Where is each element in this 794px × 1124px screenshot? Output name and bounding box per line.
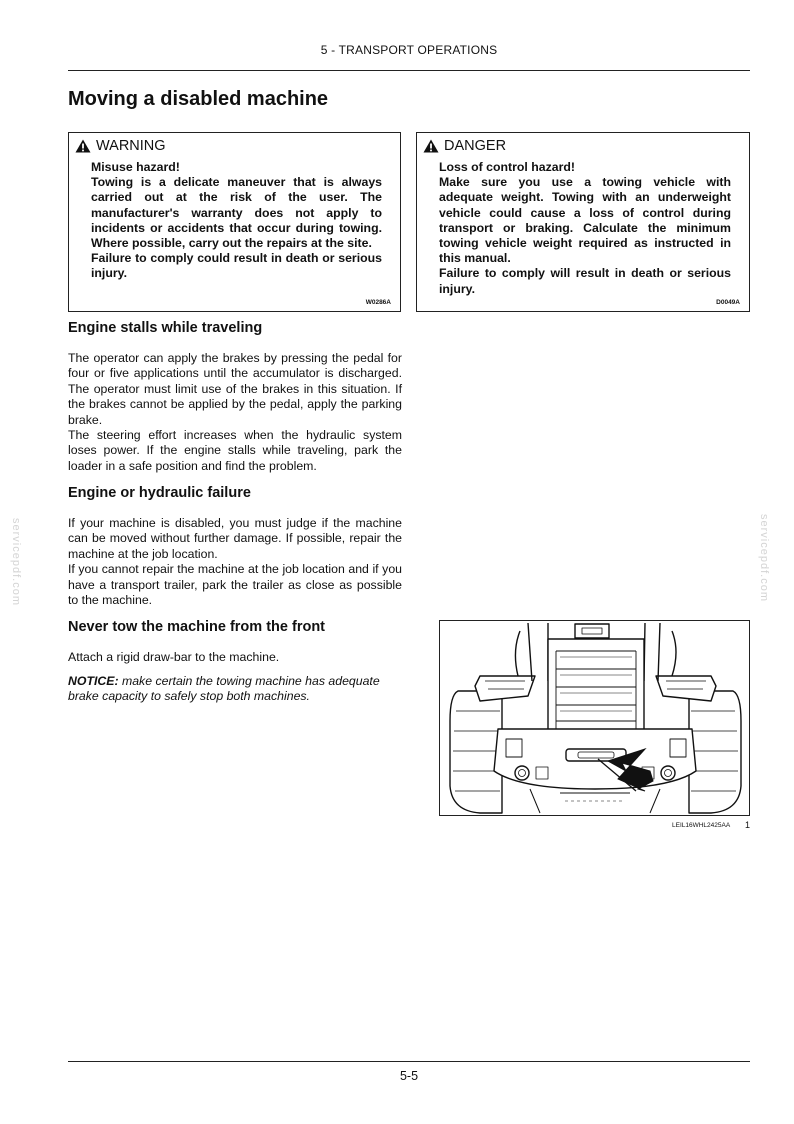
warning-text	[91, 160, 382, 282]
watermark-left: servicepdf.com	[9, 518, 22, 606]
warning-box	[68, 132, 401, 312]
notice-text	[68, 674, 402, 705]
running-header: 5 - TRANSPORT OPERATIONS	[320, 43, 498, 57]
figure-number: 1	[745, 820, 751, 830]
engine-stalls-paragraph: The operator can apply the brakes by pressing the pedal for four or five applications until the accumulator is discharged. The operator must limit use of the brakes in this situation. If the brakes cannot be applied by the pedal, apply the parking brake.	[68, 351, 402, 427]
never-tow-text: Attach a rigid draw-bar to the machine.	[68, 650, 280, 664]
danger-consequence: Failure to comply will result in death or serious injury.	[439, 266, 731, 296]
warning-hazard: Misuse hazard!	[91, 160, 180, 174]
engine-failure-paragraph: If your machine is disabled, you must judge if the machine can be moved without further damage. If possible, repair the machine at the job location.	[68, 516, 402, 561]
warning-code: W0286A	[365, 299, 391, 306]
warning-consequence: Failure to comply could result in death or serious injury.	[91, 251, 382, 281]
figure-rear-tow-hitch	[439, 620, 750, 816]
section-heading-engine-stalls: Engine stalls while traveling	[68, 320, 263, 336]
danger-header	[423, 138, 506, 154]
watermark-right: servicepdf.com	[757, 514, 770, 602]
danger-text	[439, 160, 731, 297]
danger-description: Make sure you use a towing vehicle with adequate weight. Towing with an underweight vehicle could cause a loss of control during transport or braking. Calculate the minimum towing vehicle weight required as instructed in this manual.	[439, 175, 731, 266]
footer-rule	[68, 1061, 750, 1062]
danger-label: DANGER	[444, 138, 507, 154]
warning-header	[75, 138, 166, 154]
warning-triangle-icon	[75, 139, 91, 153]
notice-body: make certain the towing machine has adequate brake capacity to safely stop both machines.	[68, 674, 380, 704]
section-heading-never-tow: Never tow the machine from the front	[68, 619, 326, 635]
header-rule	[68, 70, 750, 71]
notice-label: NOTICE:	[68, 674, 119, 688]
figure-code: LEIL16WHL2425AA	[672, 822, 731, 829]
danger-code: D0049A	[716, 299, 740, 306]
danger-hazard: Loss of control hazard!	[439, 160, 575, 174]
page-title: Moving a disabled machine	[68, 88, 329, 110]
danger-triangle-icon	[423, 139, 439, 153]
warning-description: Towing is a delicate maneuver that is always carried out at the risk of the user. The manufacturer's warranty does not apply to incidents or accidents that occur during towing. Where possible, carry out the repairs at the site.	[91, 175, 382, 251]
engine-stalls-text	[68, 351, 402, 474]
page-number: 5-5	[399, 1069, 419, 1083]
engine-failure-paragraph: If you cannot repair the machine at the job location and if you have a transport trailer, park the trailer as close as possible to the machine.	[68, 562, 402, 608]
warning-label: WARNING	[96, 138, 166, 154]
engine-failure-text	[68, 516, 402, 608]
loader-rear-illustration	[440, 621, 750, 816]
section-heading-engine-failure: Engine or hydraulic failure	[68, 485, 251, 501]
danger-box	[416, 132, 750, 312]
engine-stalls-paragraph: The steering effort increases when the hydraulic system loses power. If the engine stalls while traveling, park the loader in a safe position and find the problem.	[68, 428, 402, 473]
